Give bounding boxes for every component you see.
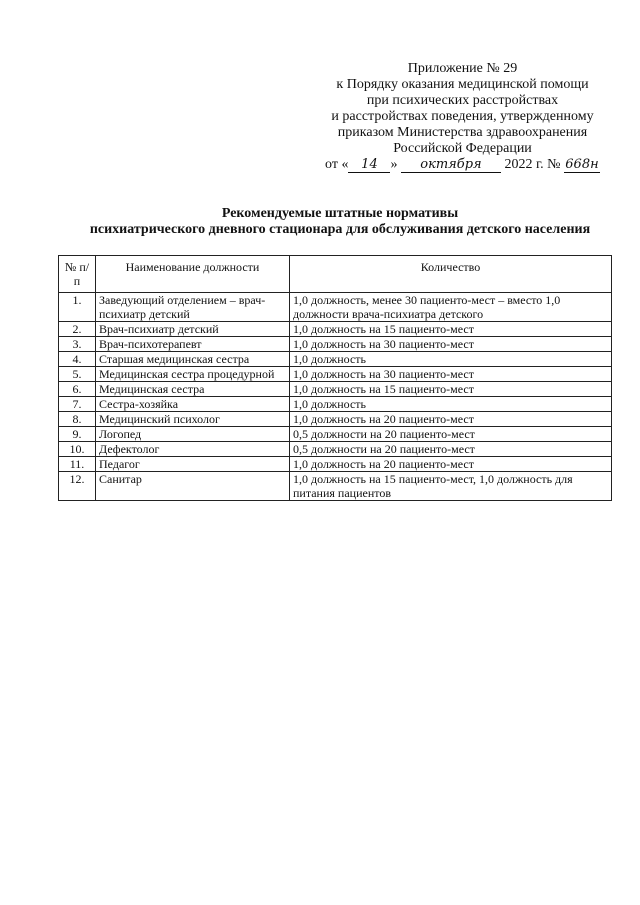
table-row — [59, 337, 612, 352]
row-number: 7. — [59, 397, 96, 412]
position-name: Медицинская сестра процедурной — [96, 367, 290, 382]
quantity: 1,0 должность на 15 пациенто-мест — [290, 322, 612, 337]
position-name: Медицинский психолог — [96, 412, 290, 427]
handwritten-month: октября — [401, 158, 501, 173]
table-row — [59, 293, 612, 322]
document-title — [40, 206, 640, 238]
appendix-number: Приложение № 29 — [407, 61, 518, 76]
quantity: 1,0 должность на 15 пациенто-мест, 1,0 должность для питания пациентов — [290, 472, 612, 501]
appendix-line-approved: и расстройствах поведения, утвержденному — [331, 109, 594, 124]
row-number: 10. — [59, 442, 96, 457]
year-text: 2022 г. № — [504, 157, 561, 172]
quantity: 1,0 должность — [290, 352, 612, 367]
header-position: Наименование должности — [96, 256, 290, 293]
quantity: 0,5 должности на 20 пациенто-мест — [290, 442, 612, 457]
table-row — [59, 472, 612, 501]
row-number: 6. — [59, 382, 96, 397]
table-row — [59, 367, 612, 382]
table-row — [59, 442, 612, 457]
header-quantity: Количество — [290, 256, 612, 293]
position-name: Педагог — [96, 457, 290, 472]
table-row — [59, 412, 612, 427]
table-row — [59, 427, 612, 442]
position-name: Логопед — [96, 427, 290, 442]
staffing-table — [58, 255, 612, 501]
row-number: 11. — [59, 457, 96, 472]
order-date-line — [300, 157, 625, 173]
appendix-line-procedure: к Порядку оказания медицинской помощи — [336, 77, 589, 92]
title-line-1: Рекомендуемые штатные нормативы — [221, 206, 459, 221]
row-number: 2. — [59, 322, 96, 337]
quantity: 1,0 должность на 20 пациенто-мест — [290, 457, 612, 472]
row-number: 3. — [59, 337, 96, 352]
date-prefix: от « — [325, 157, 349, 172]
table-row — [59, 352, 612, 367]
position-name: Санитар — [96, 472, 290, 501]
table-row — [59, 457, 612, 472]
header-number: № п/п — [59, 256, 96, 293]
appendix-line-ministry: приказом Министерства здравоохранения — [337, 125, 588, 140]
quantity: 1,0 должность на 30 пациенто-мест — [290, 367, 612, 382]
table-row — [59, 382, 612, 397]
position-name: Врач-психиатр детский — [96, 322, 290, 337]
position-name: Сестра-хозяйка — [96, 397, 290, 412]
quantity: 1,0 должность на 20 пациенто-мест — [290, 412, 612, 427]
position-name: Медицинская сестра — [96, 382, 290, 397]
quantity: 1,0 должность на 30 пациенто-мест — [290, 337, 612, 352]
quantity: 1,0 должность — [290, 397, 612, 412]
table-row — [59, 397, 612, 412]
position-name: Врач-психотерапевт — [96, 337, 290, 352]
quantity: 1,0 должность, менее 30 пациенто-мест – вместо 1,0 должности врача-психиатра детского — [290, 293, 612, 322]
row-number: 8. — [59, 412, 96, 427]
appendix-line-disorders: при психических расстройствах — [366, 93, 559, 108]
handwritten-day: 14 — [348, 158, 390, 173]
appendix-line-federation: Российской Федерации — [393, 141, 532, 156]
quantity: 1,0 должность на 15 пациенто-мест — [290, 382, 612, 397]
position-name: Старшая медицинская сестра — [96, 352, 290, 367]
row-number: 4. — [59, 352, 96, 367]
date-quote-close: » — [390, 157, 398, 172]
row-number: 9. — [59, 427, 96, 442]
position-name: Дефектолог — [96, 442, 290, 457]
appendix-header — [300, 61, 625, 173]
row-number: 1. — [59, 293, 96, 322]
position-name: Заведующий отделением – врач-психиатр детский — [96, 293, 290, 322]
handwritten-order-number: 668н — [565, 157, 599, 172]
table-header-row — [59, 256, 612, 293]
quantity: 0,5 должности на 20 пациенто-мест — [290, 427, 612, 442]
title-line-2: психиатрического дневного стационара для обслуживания детского населения — [89, 222, 591, 237]
row-number: 5. — [59, 367, 96, 382]
table-row — [59, 322, 612, 337]
row-number: 12. — [59, 472, 96, 501]
